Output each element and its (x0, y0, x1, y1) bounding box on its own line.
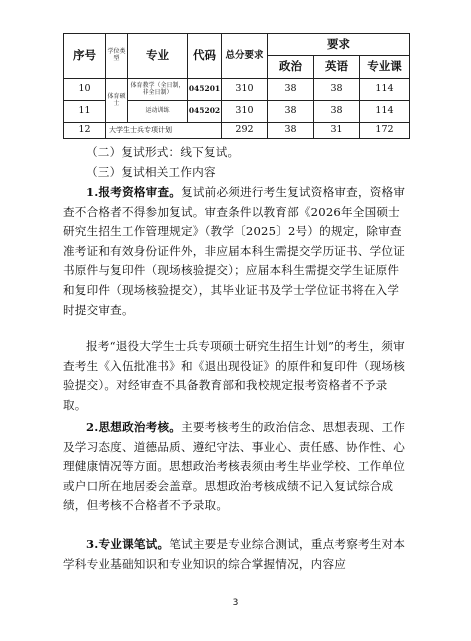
row-group-label: 体育硕士 (106, 79, 128, 123)
paragraph-political-assessment (63, 418, 409, 516)
header-total-score: 总分要求 (222, 34, 268, 79)
row-major: 运动训练 (128, 101, 188, 123)
table-row (64, 79, 410, 101)
row-major: 大学生士兵专项计划 (106, 123, 222, 139)
header-english: 英语 (314, 56, 360, 79)
table-row (64, 123, 410, 139)
row-politics: 38 (268, 79, 314, 101)
row-english: 38 (314, 79, 360, 101)
header-requirements: 要求 (268, 34, 410, 56)
header-seq: 序号 (64, 34, 106, 79)
paragraph-veteran-plan: 报考“退役大学生士兵专项硕士研究生招生计划”的考生，须审查考生《入伍批准书》和《退出现役证》的原件和复印件（现场核验提交）。对经审查不具备教育部和我校规定报考资格者不予录取。 (63, 339, 406, 412)
row-politics: 38 (268, 101, 314, 123)
section-heading-retest-content: （三）复试相关工作内容 (86, 165, 216, 179)
row-politics: 38 (268, 123, 314, 139)
row-seq: 12 (64, 123, 106, 139)
header-code: 代码 (188, 34, 222, 79)
paragraph-body: 复试前必须进行考生复试资格审查，资格审查不合格者不得参加复试。审查条件以教育部《2026年全国硕士研究生招生工作管理规定》（教学〔2025〕2号）的规定，除审查准考证和有效身份证件外，非应届本科生需提交学历证书、学位证书原件与复印件（现场核验提交）；应届本科生需提交学生证原件和复印件（现场核验提交），其毕业证书及学士学位证书将在入学时提交审查。 (63, 185, 406, 317)
row-english: 31 (314, 123, 360, 139)
section-heading-retest-form: （二）复试形式：线下复试。 (86, 145, 240, 159)
row-english: 38 (314, 101, 360, 123)
header-major-course: 专业课 (360, 56, 410, 79)
row-major-course: 114 (360, 79, 410, 101)
row-total: 310 (222, 101, 268, 123)
row-code: 045202 (188, 101, 222, 123)
row-total: 310 (222, 79, 268, 101)
header-politics: 政治 (268, 56, 314, 79)
row-total: 292 (222, 123, 268, 139)
paragraph-lead: 1.报考资格审查。 (86, 185, 182, 199)
paragraph-lead: 2.思想政治考核。 (86, 420, 182, 434)
paragraph-body: 笔试主要是专业综合测试，重点考察考生对本学科专业基础知识和专业知识的综合掌握情况，内容应 (63, 537, 406, 571)
header-major: 专业 (128, 34, 188, 79)
row-major-course: 114 (360, 101, 410, 123)
row-seq: 11 (64, 101, 106, 123)
paragraph-qualification-review (63, 183, 409, 320)
row-major-course: 172 (360, 123, 410, 139)
header-degree-type: 学位类型 (106, 34, 128, 79)
paragraph-written-exam (63, 535, 409, 574)
row-major: 体育教学（全日制，非全日制） (128, 79, 188, 101)
requirements-table (63, 33, 410, 139)
row-seq: 10 (64, 79, 106, 101)
page-number: 3 (232, 598, 239, 608)
row-code: 045201 (188, 79, 222, 101)
paragraph-lead: 3.专业课笔试。 (86, 537, 170, 551)
paragraph-body: 主要考核考生的政治信念、思想表现、工作及学习态度、道德品质、遵纪守法、事业心、责任感、协作性、心理健康情况等方面。思想政治考核表须由考生毕业学校、工作单位或户口所在地居委会盖章。思想政治考核成绩不记入复试综合成绩，但考核不合格者不予录取。 (63, 420, 406, 513)
